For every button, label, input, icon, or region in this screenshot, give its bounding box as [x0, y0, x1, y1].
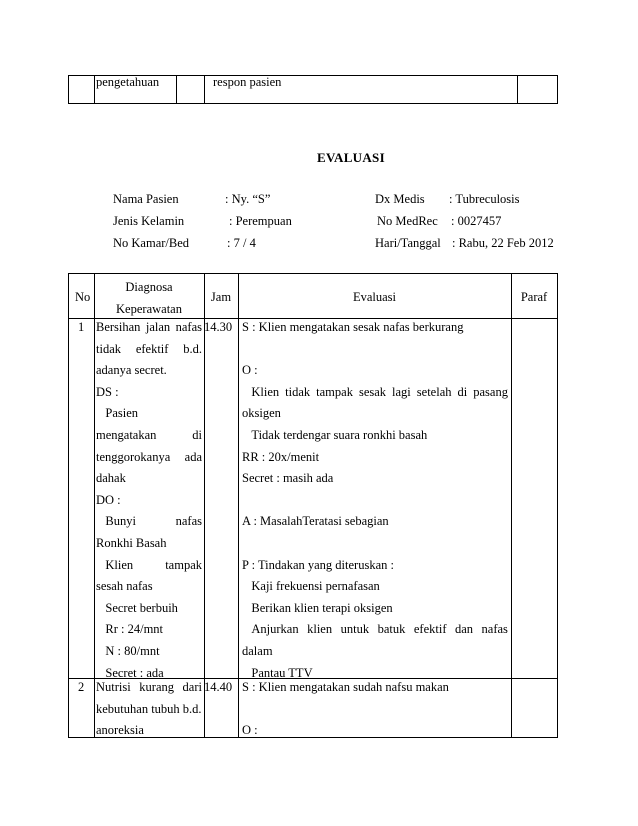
row1-diagnosa-line: [96, 666, 164, 680]
row1-diagnosa-line: [96, 644, 160, 658]
row1-diagnosa-line: [96, 406, 138, 420]
row1-diagnosa-line: [96, 493, 121, 507]
row2-evaluasi-line: [242, 680, 449, 694]
row2-evaluasi-word: S : Klien mengatakan sudah nafsu makan: [242, 680, 449, 694]
jk-label: Jenis Kelamin: [113, 214, 185, 228]
row1-diagnosa-word: ada: [184, 449, 202, 464]
row1-evaluasi-word: S : Klien mengatakan sesak nafas berkurang: [242, 320, 464, 334]
row1-diagnosa-word: Ronkhi Basah: [96, 536, 167, 550]
row1-diagnosa-word: adanya secret.: [96, 363, 167, 378]
row1-diagnosa-word: Secret : ada: [96, 665, 164, 680]
header-evaluasi: Evaluasi: [352, 290, 397, 304]
row1-diagnosa-word: Secret berbuih: [96, 600, 178, 615]
row1-evaluasi-word: batuk: [377, 622, 406, 637]
row1-diagnosa-word: Pasien: [96, 406, 139, 421]
row1-diagnosa-word: nafas: [175, 514, 202, 529]
header-no: No: [75, 290, 91, 304]
top-row-diagnosa: pengetahuan: [96, 75, 160, 89]
row1-evaluasi-word: Klien: [242, 384, 280, 399]
row1-evaluasi-word: dalam: [242, 644, 273, 658]
row1-diagnosa-word: jalan: [145, 320, 171, 334]
row2-no: 2: [78, 680, 85, 694]
row1-evaluasi-word: P : Tindakan yang diteruskan :: [242, 557, 394, 572]
row1-evaluasi-word: tidak: [285, 384, 311, 399]
row1-evaluasi-word: di: [457, 384, 468, 399]
row1-diagnosa-word: dahak: [96, 471, 126, 486]
header-diagnosa-2: Keperawatan: [116, 302, 182, 316]
row1-evaluasi-word: O :: [242, 363, 258, 378]
row1-evaluasi-line: [242, 644, 273, 658]
row1-evaluasi-line: [242, 601, 393, 615]
row1-diagnosa-line: [96, 320, 202, 334]
row2-diagnosa-word: Nutrisi: [96, 680, 131, 694]
row1-evaluasi-word: untuk: [340, 622, 370, 637]
row1-evaluasi-word: Tidak terdengar suara ronkhi basah: [242, 428, 428, 442]
row1-evaluasi-line: [242, 514, 389, 528]
row1-evaluasi-word: pasang: [473, 384, 508, 399]
header-diagnosa-1: Diagnosa: [125, 280, 173, 294]
dx-label: Dx Medis: [375, 192, 425, 206]
row1-diagnosa-word: DS :: [96, 384, 119, 399]
row1-diagnosa-word: Bersihan: [96, 320, 141, 334]
row1-evaluasi-word: Berikan klien terapi oksigen: [242, 600, 393, 615]
row1-diagnosa-line: [96, 622, 163, 636]
row1-diagnosa-line: [96, 385, 119, 399]
row2-diagnosa-word: dari: [182, 680, 202, 694]
row2-diagnosa-word: kebutuhan tubuh b.d.: [96, 701, 202, 716]
row1-evaluasi-word: sesak: [358, 384, 387, 399]
row1-evaluasi-word: Anjurkan: [242, 622, 299, 637]
kamar-label: No Kamar/Bed: [113, 236, 190, 250]
row1-diagnosa-line: [96, 514, 202, 528]
row1-diagnosa-word: Bunyi: [96, 514, 136, 529]
row1-evaluasi-line: [242, 450, 319, 464]
row1-diagnosa-word: tenggorokanya: [96, 449, 171, 464]
row1-diagnosa-line: [96, 471, 126, 485]
row2-diagnosa-word: anoreksia: [96, 723, 144, 738]
row1-evaluasi-word: oksigen: [242, 406, 281, 421]
row1-evaluasi-word: dan: [454, 622, 474, 637]
row2-evaluasi-word: O :: [242, 723, 258, 738]
row1-diagnosa-word: efektif: [135, 341, 169, 356]
kamar-value: : 7 / 4: [227, 236, 256, 250]
medrec-label: No MedRec: [377, 214, 438, 228]
row1-evaluasi-word: nafas: [481, 622, 508, 637]
row2-diagnosa-word: kurang: [139, 680, 174, 694]
row1-diagnosa-word: tidak: [96, 341, 121, 356]
row1-diagnosa-line: [96, 558, 202, 572]
row1-evaluasi-line: [242, 406, 281, 420]
row2-jam: 14.40: [204, 680, 233, 694]
nama-label: Nama Pasien: [113, 192, 179, 206]
top-row-evaluasi: respon pasien: [213, 75, 282, 89]
row1-evaluasi-line: [242, 320, 463, 334]
row1-evaluasi-word: Secret : masih ada: [242, 471, 334, 486]
row1-evaluasi-line: [242, 471, 333, 485]
row1-diagnosa-word: Rr : 24/mnt: [96, 622, 164, 637]
row1-evaluasi-word: setelah: [416, 384, 452, 399]
row1-evaluasi-line: [242, 579, 380, 593]
header-paraf: Paraf: [520, 290, 548, 304]
medrec-value: : 0027457: [451, 214, 502, 228]
header-jam: Jam: [210, 290, 232, 304]
page-title: [0, 151, 638, 165]
row1-diagnosa-word: mengatakan: [96, 428, 157, 442]
row2-diagnosa-line: [96, 680, 202, 694]
row1-diagnosa-line: [96, 536, 166, 550]
row2-diagnosa-line: [96, 702, 202, 716]
row2-evaluasi-line: [242, 723, 258, 737]
row1-evaluasi-word: A : MasalahTeratasi sebagian: [242, 514, 389, 529]
row1-evaluasi-line: [242, 622, 508, 636]
row1-evaluasi-word: efektif: [413, 622, 447, 637]
row1-evaluasi-line: [242, 558, 394, 572]
row1-diagnosa-line: [96, 342, 202, 356]
dx-value: : Tubreculosis: [449, 192, 520, 206]
row1-diagnosa-line: [96, 363, 167, 377]
jk-value: : Perempuan: [229, 214, 292, 228]
row1-evaluasi-word: RR : 20x/menit: [242, 449, 320, 464]
row1-evaluasi-line: [242, 363, 258, 377]
row1-evaluasi-word: lagi: [392, 384, 411, 399]
row1-evaluasi-word: tampak: [316, 384, 353, 399]
row1-evaluasi-line: [242, 385, 508, 399]
row1-diagnosa-line: [96, 579, 153, 593]
row1-diagnosa-word: nafas: [175, 320, 202, 334]
row1-diagnosa-word: sesah nafas: [96, 579, 153, 594]
row1-no: 1: [78, 320, 85, 334]
row1-evaluasi-word: Kaji frekuensi pernafasan: [242, 579, 380, 594]
row1-evaluasi-line: [242, 428, 427, 442]
page-title-text: EVALUASI: [317, 150, 385, 165]
row1-diagnosa-word: N : 80/mnt: [96, 644, 160, 658]
tgl-label: Hari/Tanggal: [375, 236, 441, 250]
row2-diagnosa-line: [96, 723, 144, 737]
row1-evaluasi-word: Pantau TTV: [242, 665, 313, 680]
tgl-value: : Rabu, 22 Feb 2012: [452, 236, 554, 250]
nama-value: : Ny. “S”: [225, 192, 271, 206]
row1-diagnosa-word: DO :: [96, 492, 121, 507]
row1-diagnosa-word: di: [192, 428, 202, 442]
row1-diagnosa-line: [96, 601, 178, 615]
row1-diagnosa-word: b.d.: [183, 341, 202, 356]
row1-evaluasi-word: klien: [307, 622, 333, 637]
row1-diagnosa-word: tampak: [165, 557, 202, 572]
row1-diagnosa-word: Klien: [96, 557, 134, 572]
row1-evaluasi-line: [242, 666, 313, 680]
row1-diagnosa-line: [96, 450, 202, 464]
row1-diagnosa-line: [96, 428, 202, 442]
row1-jam: 14.30: [204, 320, 233, 334]
